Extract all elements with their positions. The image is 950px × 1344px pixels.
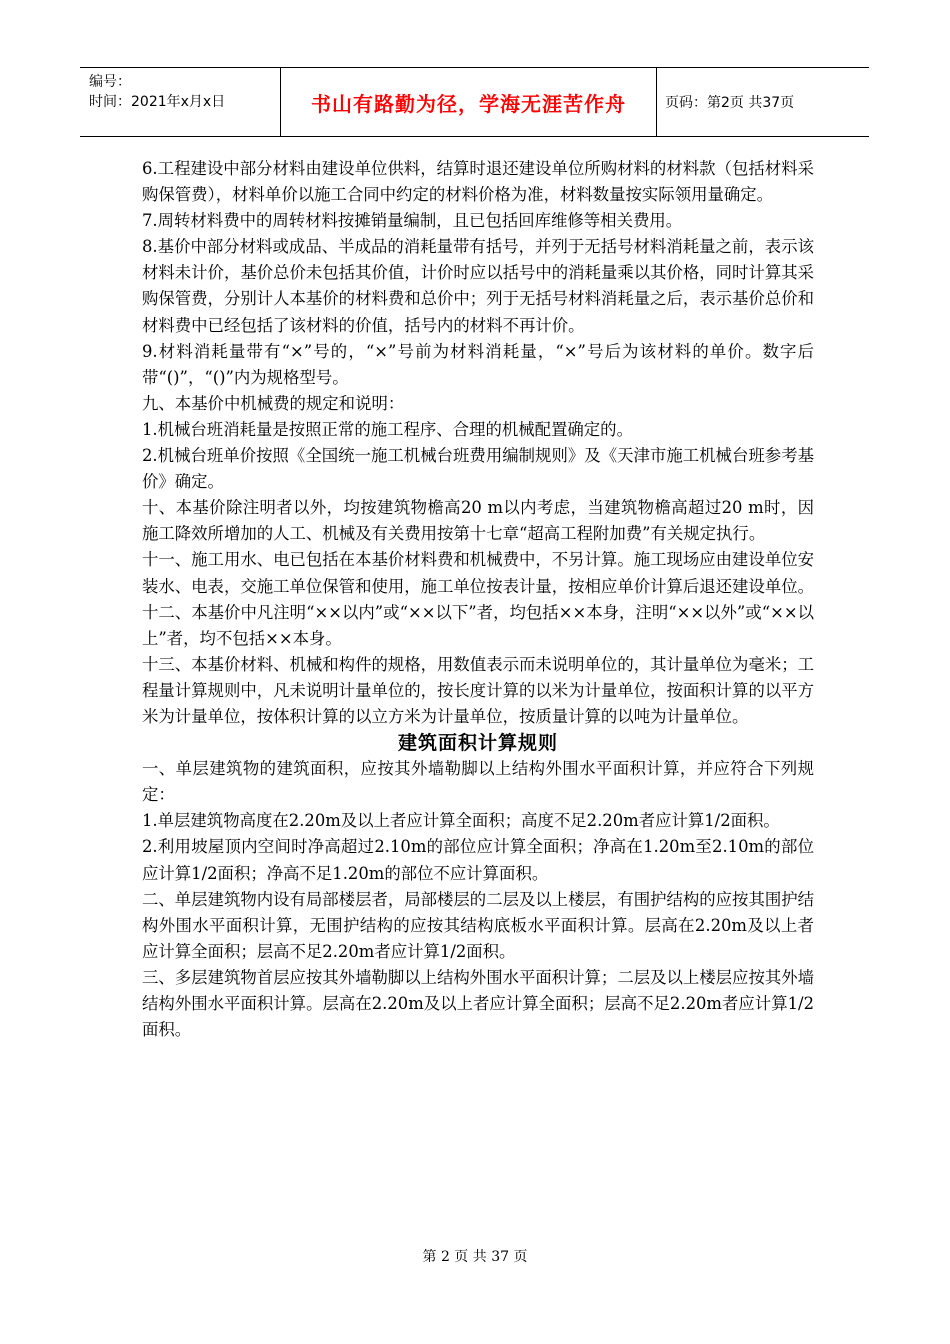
page-header [80,67,869,137]
section-paragraph: 2.利用坡屋顶内空间时净高超过2.10m的部位应计算全面积；净高在1.20m至2.10m的部位应计算1/2面积；净高不足1.20m的部位不应计算面积。 [142,837,814,883]
paragraph: 九、本基价中机械费的规定和说明： [142,393,405,413]
paragraph: 6.工程建设中部分材料由建设单位供料，结算时退还建设单位所购材料的材料款（包括材料采购保管费），材料单价以施工合同中约定的材料价格为准，材料数量按实际领用量确定。 [142,159,814,205]
paragraph: 十三、本基价材料、机械和构件的规格，用数值表示而未说明单位的，其计量单位为毫米；工程量计算规则中，凡未说明计量单位的，按长度计算的以米为计量单位，按面积计算的以平方米为计量单位，按体积计算的以立方米为计量单位，按质量计算的以吨为计量单位。 [142,654,815,726]
paragraph: 7.周转材料费中的周转材料按摊销量编制，且已包括回库维修等相关费用。 [142,211,683,231]
paragraph: 1.机械台班消耗量是按照正常的施工程序、合理的机械配置确定的。 [142,419,633,439]
paragraph: 十二、本基价中凡注明“××以内”或“××以下”者，均包括××本身，注明“××以外”或“××以上”者，均不包括××本身。 [142,602,814,648]
document-date: 时间：2021年x月x日 [89,94,226,110]
paragraph: 十一、施工用水、电已包括在本基价材料费和机械费中，不另计算。施工现场应由建设单位安装水、电表，交施工单位保管和使用，施工单位按表计量，按相应单价计算后退还建设单位。 [142,550,815,596]
paragraph: 2.机械台班单价按照《全国统一施工机械台班费用编制规则》及《天津市施工机械台班参考基价》确定。 [142,446,814,492]
header-meta [80,68,281,136]
paragraph: 9.材料消耗量带有“×”号的，“×”号前为材料消耗量，“×”号后为该材料的单价。数字后带“()”，“()”内为规格型号。 [142,341,814,387]
section-paragraph: 三、多层建筑物首层应按其外墙勒脚以上结构外围水平面积计算；二层及以上楼层应按其外墙结构外围水平面积计算。层高在2.20m及以上者应计算全面积；层高不足2.20m者应计算1/2面积。 [142,967,815,1040]
section-title: 建筑面积计算规则 [397,732,558,755]
page-footer: 第 2 页 共 37 页 [422,1249,528,1265]
paragraph: 8.基价中部分材料或成品、半成品的消耗量带有括号，并列于无括号材料消耗量之前，表示该材料未计价，基价总价未包括其价值，计价时应以括号中的消耗量乘以其价格，同时计算其采购保管费，分别计人本基价的材料费和总价中；列于无括号材料消耗量之后，表示基价总价和材料费中已经包括了该材料的价值，括号内的材料不再计价。 [142,237,815,335]
section-paragraph: 一、单层建筑物的建筑面积，应按其外墙勒脚以上结构外围水平面积计算，并应符合下列规定： [142,759,814,805]
header-motto: 书山有路勤为径，学海无涯苦作舟 [281,68,657,136]
header-page-info: 页码：第2页 共37页 [665,95,795,111]
section-paragraph: 二、单层建筑物内设有局部楼层者，局部楼层的二层及以上楼层，有围护结构的应按其围护结构外围水平面积计算，无围护结构的应按其结构底板水平面积计算。层高在2.20m及以上者应计算全面积；层高不足2.20m者应计算1/2面积。 [142,889,815,961]
paragraph: 十、本基价除注明者以外，均按建筑物檐高20 m以内考虑，当建筑物檐高超过20 m时，因施工降效所增加的人工、机械及有关费用按第十七章“超高工程附加费”有关规定执行。 [142,498,814,544]
document-number-label: 编号： [89,74,131,90]
section-paragraph: 1.单层建筑物高度在2.20m及以上者应计算全面积；高度不足2.20m者应计算1/2面积。 [142,811,780,831]
document-body [142,156,814,1043]
